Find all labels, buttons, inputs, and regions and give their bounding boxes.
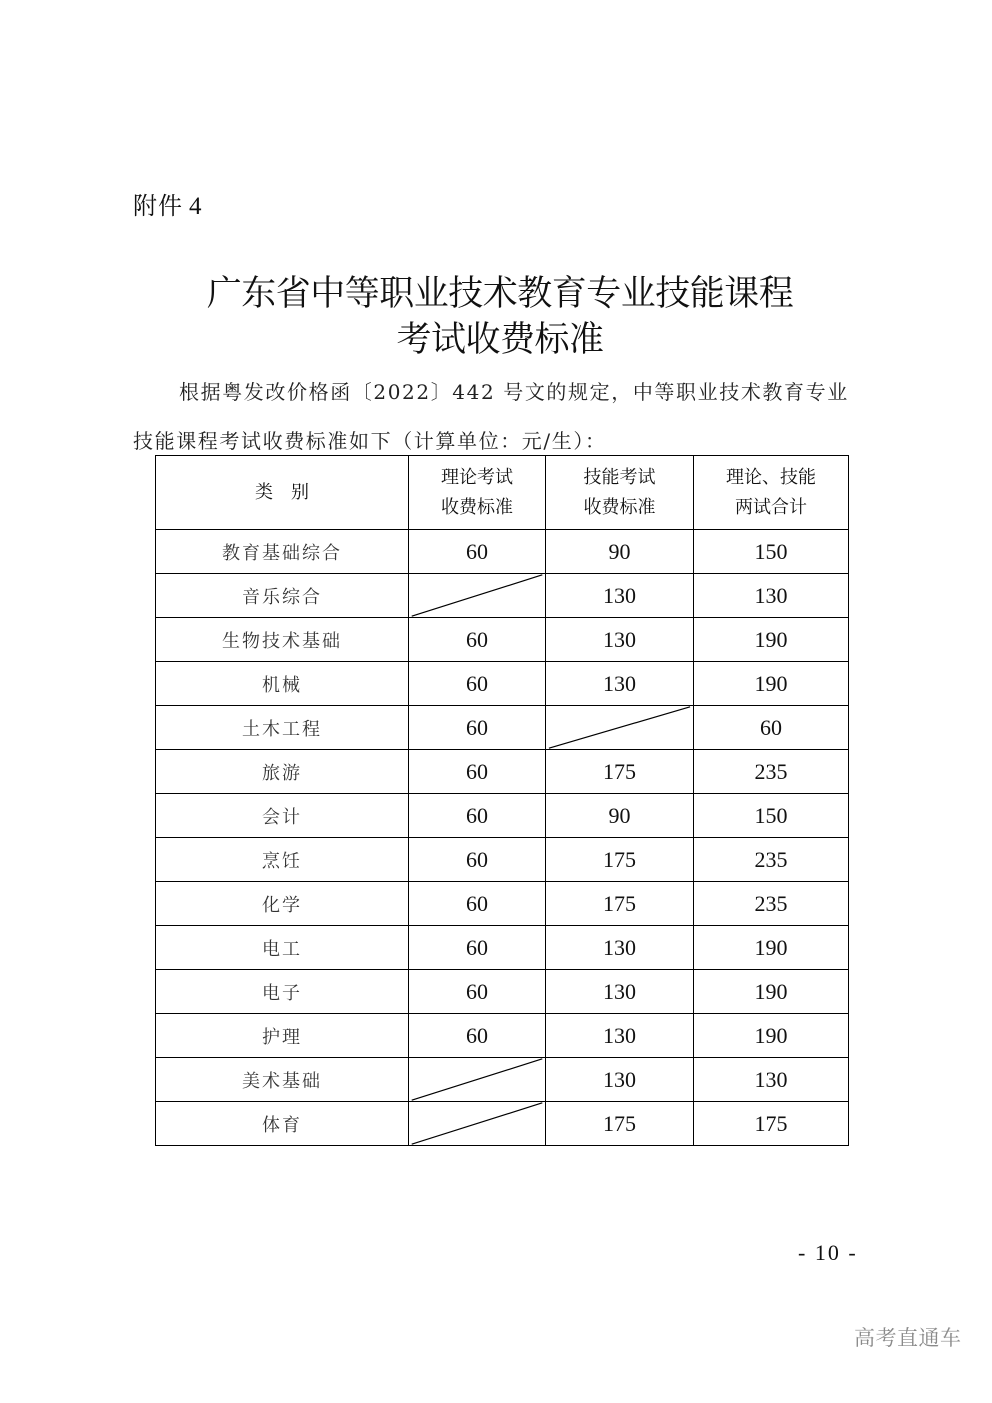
header-total-line-1: 理论、技能 xyxy=(726,466,816,488)
cell-skill: 175 xyxy=(546,882,694,926)
cell-theory: 60 xyxy=(409,530,546,574)
cell-total: 190 xyxy=(694,970,849,1014)
cell-total: 235 xyxy=(694,882,849,926)
cell-skill: 175 xyxy=(546,838,694,882)
header-theory-line-2: 收费标准 xyxy=(441,496,513,518)
table-row xyxy=(156,574,849,618)
diagonal-slash-icon xyxy=(546,706,693,749)
header-category: 类 别 xyxy=(156,456,409,530)
cell-skill: 90 xyxy=(546,794,694,838)
header-total xyxy=(694,456,849,530)
cell-category: 旅游 xyxy=(156,750,409,794)
fee-table xyxy=(155,455,849,1146)
diagonal-slash-icon xyxy=(409,1058,545,1101)
cell-theory: 60 xyxy=(409,662,546,706)
diagonal-slash-icon xyxy=(409,1102,545,1145)
diagonal-slash-icon xyxy=(409,574,545,617)
table-row xyxy=(156,1058,849,1102)
cell-theory: 60 xyxy=(409,882,546,926)
cell-total: 190 xyxy=(694,926,849,970)
cell-category: 美术基础 xyxy=(156,1058,409,1102)
table-row xyxy=(156,838,849,882)
cell-category: 化学 xyxy=(156,882,409,926)
cell-category: 会计 xyxy=(156,794,409,838)
table-row xyxy=(156,926,849,970)
cell-skill: 130 xyxy=(546,1058,694,1102)
cell-category: 土木工程 xyxy=(156,706,409,750)
page-number: - 10 - xyxy=(798,1240,858,1265)
intro-paragraph-line-1: 根据粤发改价格函〔2022〕442 号文的规定，中等职业技术教育专业 xyxy=(179,380,849,404)
table-row xyxy=(156,706,849,750)
header-theory-line-1: 理论考试 xyxy=(441,466,513,488)
cell-theory: 60 xyxy=(409,1014,546,1058)
table-row xyxy=(156,618,849,662)
intro-paragraph-line-2: 技能课程考试收费标准如下（计算单位：元/生）： xyxy=(133,429,607,453)
cell-theory: 60 xyxy=(409,970,546,1014)
table-row xyxy=(156,750,849,794)
cell-total: 130 xyxy=(694,574,849,618)
cell-category: 体育 xyxy=(156,1102,409,1146)
cell-theory xyxy=(409,1102,546,1146)
table-row xyxy=(156,530,849,574)
cell-total: 130 xyxy=(694,1058,849,1102)
cell-total: 150 xyxy=(694,794,849,838)
table-row xyxy=(156,882,849,926)
cell-category: 电子 xyxy=(156,970,409,1014)
cell-total: 190 xyxy=(694,1014,849,1058)
cell-theory: 60 xyxy=(409,618,546,662)
table-row xyxy=(156,794,849,838)
header-theory xyxy=(409,456,546,530)
cell-theory: 60 xyxy=(409,750,546,794)
cell-total: 175 xyxy=(694,1102,849,1146)
table-header-row xyxy=(156,456,849,530)
cell-skill: 90 xyxy=(546,530,694,574)
cell-skill: 175 xyxy=(546,1102,694,1146)
cell-category: 烹饪 xyxy=(156,838,409,882)
cell-theory: 60 xyxy=(409,706,546,750)
table-row xyxy=(156,1102,849,1146)
cell-theory xyxy=(409,574,546,618)
cell-total: 190 xyxy=(694,618,849,662)
table-row xyxy=(156,970,849,1014)
cell-category: 机械 xyxy=(156,662,409,706)
cell-category: 音乐综合 xyxy=(156,574,409,618)
cell-skill: 130 xyxy=(546,618,694,662)
table-row xyxy=(156,1014,849,1058)
header-skill-line-2: 收费标准 xyxy=(583,496,656,518)
page-title-line-1: 广东省中等职业技术教育专业技能课程 xyxy=(206,274,794,314)
attachment-text: 附件 xyxy=(133,192,183,220)
cell-total: 235 xyxy=(694,750,849,794)
cell-total: 190 xyxy=(694,662,849,706)
header-skill-line-1: 技能考试 xyxy=(583,466,656,488)
table-row xyxy=(156,662,849,706)
cell-total: 150 xyxy=(694,530,849,574)
cell-category: 电工 xyxy=(156,926,409,970)
header-skill xyxy=(546,456,694,530)
cell-skill: 130 xyxy=(546,970,694,1014)
attachment-number: 4 xyxy=(189,193,203,220)
cell-skill: 175 xyxy=(546,750,694,794)
attachment-label xyxy=(133,186,203,221)
cell-skill: 130 xyxy=(546,662,694,706)
cell-total: 235 xyxy=(694,838,849,882)
cell-skill: 130 xyxy=(546,926,694,970)
cell-theory xyxy=(409,1058,546,1102)
cell-total: 60 xyxy=(694,706,849,750)
cell-skill: 130 xyxy=(546,1014,694,1058)
cell-category: 护理 xyxy=(156,1014,409,1058)
cell-skill xyxy=(546,706,694,750)
page-title-line-2: 考试收费标准 xyxy=(396,320,604,360)
cell-category: 教育基础综合 xyxy=(156,530,409,574)
watermark: 高考直通车 xyxy=(854,1326,962,1350)
header-total-line-2: 两试合计 xyxy=(735,496,807,518)
cell-category: 生物技术基础 xyxy=(156,618,409,662)
cell-skill: 130 xyxy=(546,574,694,618)
cell-theory: 60 xyxy=(409,838,546,882)
cell-theory: 60 xyxy=(409,926,546,970)
cell-theory: 60 xyxy=(409,794,546,838)
